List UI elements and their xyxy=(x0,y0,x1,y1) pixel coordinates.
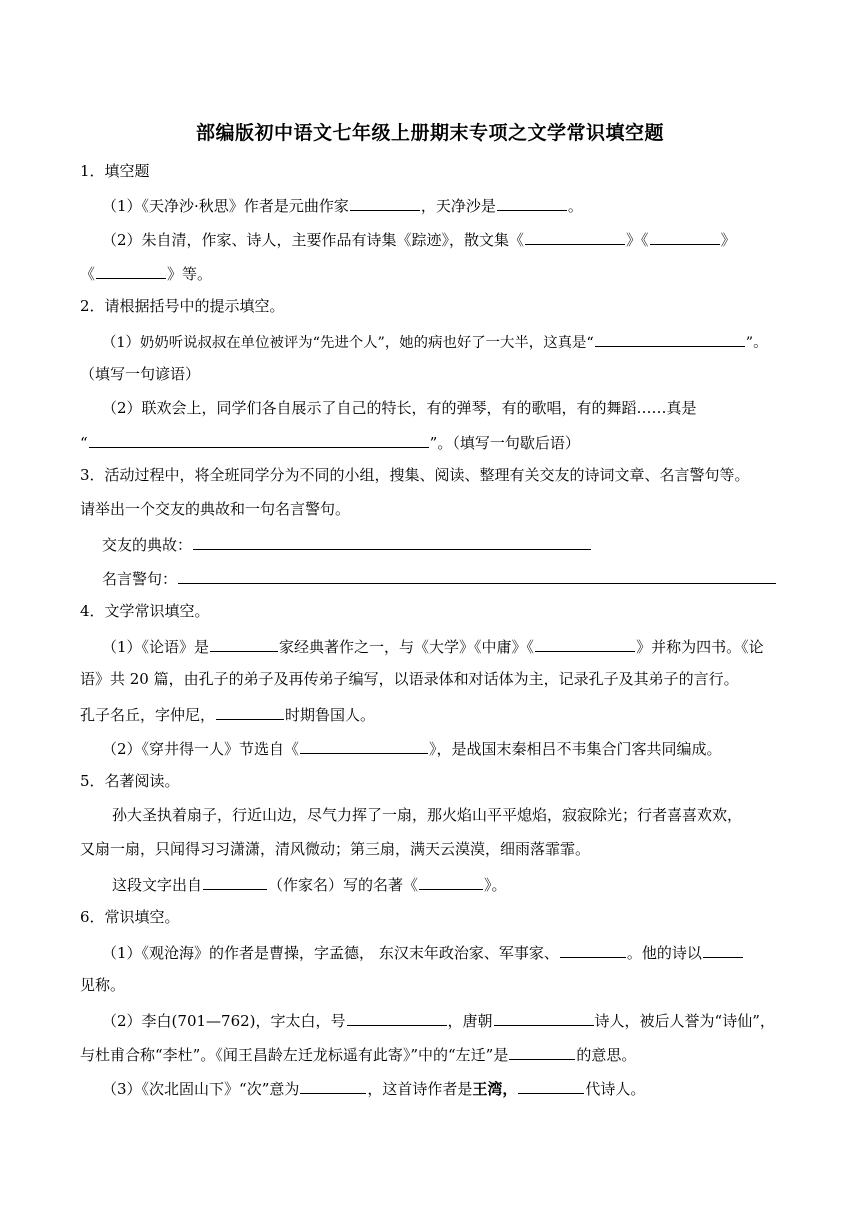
question-5-heading: 5．名著阅读。 xyxy=(80,772,180,790)
question-1-part-2-cont xyxy=(80,261,212,283)
text: （2）《穿井得一人》节选自《 xyxy=(102,740,300,758)
text: 《 xyxy=(80,265,96,283)
question-6-part-2 xyxy=(102,1008,775,1030)
answer-blank[interactable] xyxy=(494,1008,594,1026)
answer-blank[interactable] xyxy=(193,532,591,550)
answer-blank[interactable] xyxy=(518,1076,584,1094)
text: 》。 xyxy=(484,876,507,894)
question-6-part-1-cont: 见称。 xyxy=(80,976,126,994)
answer-blank[interactable] xyxy=(216,702,284,720)
question-1-heading: 1．填空题 xyxy=(80,162,150,180)
text: 的意思。 xyxy=(576,1046,637,1064)
text: ，唐朝 xyxy=(447,1012,493,1030)
question-3-line-1: 3．活动过程中，将全班同学分为不同的小组，搜集、阅读、整理有关交友的诗词文章、名言警句等。 xyxy=(80,466,750,484)
text: 》 xyxy=(720,231,736,249)
answer-blank[interactable] xyxy=(96,261,166,279)
answer-blank[interactable] xyxy=(300,1076,366,1094)
text: 》并称为四书。《论 xyxy=(636,638,764,656)
answer-blank[interactable] xyxy=(535,634,635,652)
text: 》《 xyxy=(626,231,649,249)
text: 。 xyxy=(567,197,583,215)
answer-blank[interactable] xyxy=(525,227,625,245)
question-1-part-1 xyxy=(102,193,583,215)
answer-blank[interactable] xyxy=(703,940,743,958)
text: ”。（填写一句歇后语） xyxy=(429,434,580,452)
answer-blank[interactable] xyxy=(419,872,483,890)
answer-blank[interactable] xyxy=(497,193,567,211)
text: 这段文字出自 xyxy=(112,876,203,894)
text: （2）李白(701—762)，字太白，号 xyxy=(102,1012,346,1030)
question-6-heading: 6．常识填空。 xyxy=(80,908,180,926)
answer-blank[interactable] xyxy=(203,872,267,890)
text: （1）《天净沙·秋思》作者是元曲作家 xyxy=(102,197,349,215)
text: 代诗人。 xyxy=(585,1080,646,1098)
question-6-part-3 xyxy=(102,1076,645,1098)
question-4-heading: 4．文学常识填空。 xyxy=(80,602,210,620)
text: （3）《次北固山下》“次”意为 xyxy=(102,1080,300,1098)
text: （1）《论语》是 xyxy=(102,638,210,656)
answer-blank[interactable] xyxy=(350,193,420,211)
question-5-prompt xyxy=(112,872,507,894)
question-6-part-1 xyxy=(102,940,744,962)
question-5-passage-2: 又扇一扇，只闻得习习潇潇，清风微动；第三扇，满天云漠漠，细雨落霏霏。 xyxy=(80,840,591,858)
text: 与杜甫合称“李杜”。《闻王昌龄左迁龙标遥有此寄》”中的“左迁”是 xyxy=(80,1046,509,1064)
question-4-part-1 xyxy=(102,634,764,656)
text: （1）《观沧海》的作者是曹操，字孟德， 东汉末年政治家、军事家、 xyxy=(102,944,559,962)
question-5-passage-1: 孙大圣执着扇子，行近山边，尽气力挥了一扇，那火焰山平平熄焰，寂寂除光；行者喜喜欢欢， xyxy=(112,806,743,824)
question-2-part-2-answer xyxy=(80,430,580,452)
page-title: 部编版初中语文七年级上册期末专项之文学常识填空题 xyxy=(195,122,664,144)
question-2-part-1 xyxy=(102,329,767,351)
answer-blank[interactable] xyxy=(178,566,776,584)
question-3-line-2: 请举出一个交友的典故和一句名言警句。 xyxy=(80,500,351,518)
question-2-hint-1: （填写一句谚语） xyxy=(80,365,201,383)
text: 孔子名丘，字仲尼， xyxy=(80,706,216,724)
answer-blank[interactable] xyxy=(595,329,745,347)
question-2-heading: 2．请根据括号中的提示填空。 xyxy=(80,297,285,315)
text: 》，是战国末秦相吕不韦集合门客共同编成。 xyxy=(429,740,722,758)
question-2-part-2: （2）联欢会上，同学们各自展示了自己的特长，有的弹琴，有的歌唱，有的舞蹈……真是 xyxy=(102,399,697,417)
answer-blank[interactable] xyxy=(560,940,626,958)
text: ”。 xyxy=(745,335,768,351)
answer-blank[interactable] xyxy=(650,227,720,245)
text: （2）朱自清，作家、诗人，主要作品有诗集《踪迹》，散文集《 xyxy=(102,231,525,249)
question-3-allusion xyxy=(102,532,592,554)
question-4-part-2 xyxy=(102,736,722,758)
answer-blank[interactable] xyxy=(300,736,428,754)
text: 名言警句： xyxy=(102,570,178,588)
text: 王湾， xyxy=(472,1080,518,1098)
answer-blank[interactable] xyxy=(509,1042,575,1060)
question-4-part-1-cont: 语》共 20 篇，由孔子的弟子及再传弟子编写，以语录体和对话体为主，记录孔子及其弟子的言行。 xyxy=(80,670,739,688)
question-3-quote xyxy=(102,566,777,588)
text: 时期鲁国人。 xyxy=(285,706,376,724)
text: （1）奶奶听说叔叔在单位被评为“先进个人”，她的病也好了一大半，这真是“ xyxy=(102,335,594,351)
text: 家经典著作之一，与《大学》《中庸》《 xyxy=(279,638,535,656)
text: ，天净沙是 xyxy=(420,197,496,215)
answer-blank[interactable] xyxy=(347,1008,447,1026)
text: 。他的诗以 xyxy=(626,944,702,962)
text: 诗人，被后人誉为“诗仙”， xyxy=(594,1012,775,1030)
text: 交友的典故： xyxy=(102,536,193,554)
question-4-part-1-cont-2 xyxy=(80,702,375,724)
question-6-part-2-cont xyxy=(80,1042,636,1064)
answer-blank[interactable] xyxy=(210,634,278,652)
text: “ xyxy=(80,434,88,452)
text: ，这首诗作者是 xyxy=(367,1080,473,1098)
text: 》等。 xyxy=(167,265,213,283)
answer-blank[interactable] xyxy=(89,430,429,448)
question-1-part-2 xyxy=(102,227,736,249)
text: （作家名）写的名著《 xyxy=(268,876,419,894)
